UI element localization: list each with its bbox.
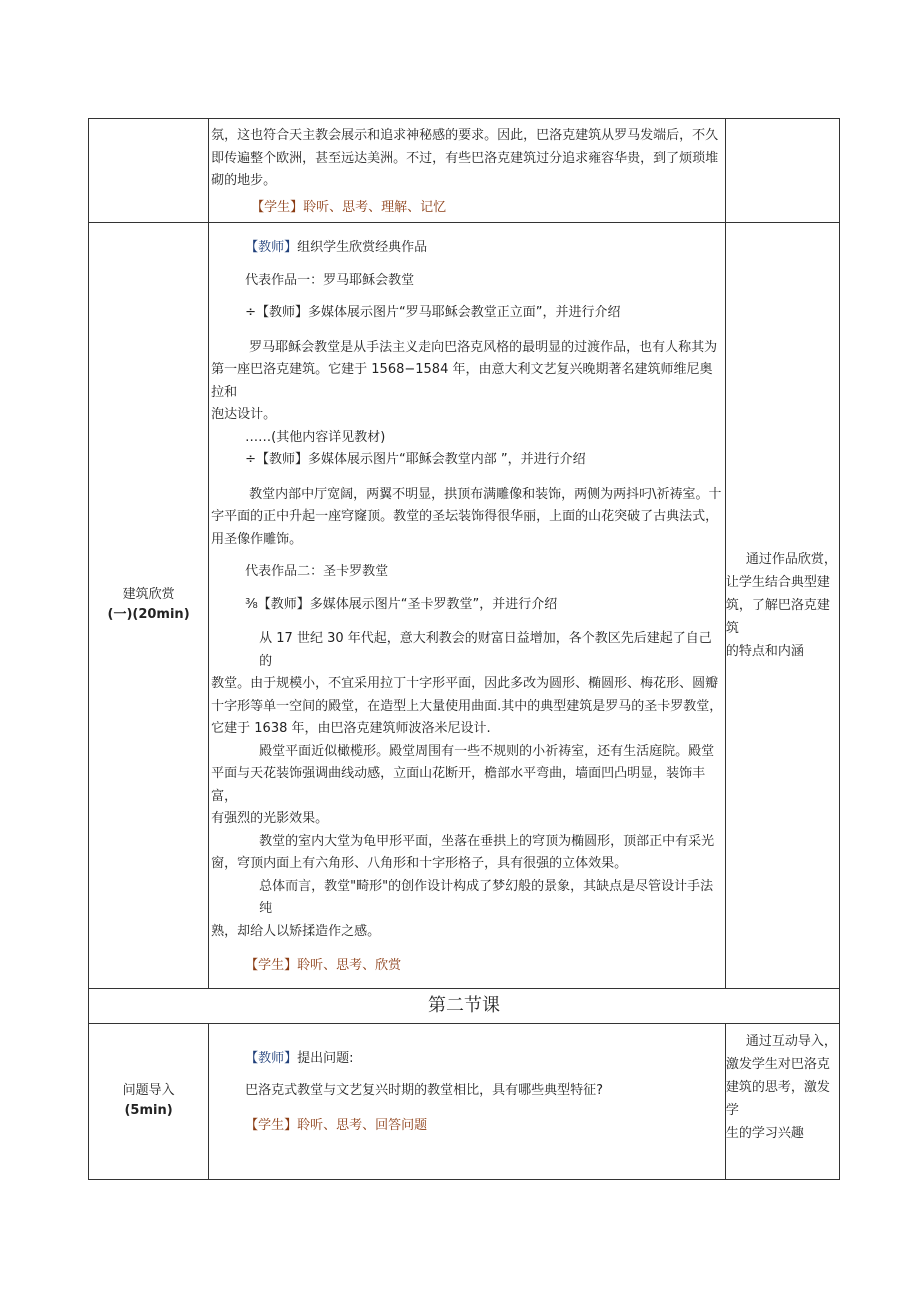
teacher-text: 组织学生欣赏经典作品: [297, 240, 428, 255]
segment-duration: (5min): [124, 1103, 173, 1118]
goal-line: 通过互动导入，: [745, 1033, 837, 1049]
teacher-tag: 【教师】: [245, 1050, 298, 1066]
segment-cell-empty: [89, 119, 209, 223]
content-line: 砌的地步。: [211, 173, 277, 188]
paragraph: [211, 741, 723, 831]
content-line: 教堂的室内大堂为龟甲形平面，坐落在垂拱上的穹顶为椭圆形，顶部正中有采光: [259, 833, 715, 849]
content-line: 即传遍整个欧洲，甚至远达美洲。不过，有些巴洛克建筑过分追求雍容华贵，到了烦琐堆: [211, 150, 719, 166]
media-bullet: ÷【教师】多媒体展示图片“罗马耶稣会教堂正立面”，并进行介绍: [245, 305, 621, 320]
content-line: 它建于 1638 年，由巴洛克建筑师波洛米尼设计.: [211, 721, 491, 736]
table-row-section-title: [89, 988, 840, 1023]
goal-line: 通过作品欣赏，: [745, 551, 837, 567]
content-line: 平面与天花装饰强调曲线动感，立面山花断开，檐部水平弯曲，墙面凹凸明显，装饰丰富，: [211, 766, 706, 804]
content-cell: [209, 223, 726, 989]
paragraph: [211, 484, 723, 552]
teacher-activity: [211, 1048, 723, 1071]
paragraph: [211, 876, 723, 944]
table-row-continuation: [89, 119, 840, 223]
content-line: 十字形等单一空间的殿堂，在造型上大量使用曲面.其中的典型建筑是罗马的圣卡罗教堂，: [211, 698, 723, 714]
segment-title: 建筑欣赏: [122, 587, 175, 603]
media-bullet: ÷【教师】多媒体展示图片“耶稣会教堂内部 ”，并进行介绍: [245, 452, 586, 467]
student-activity: 【学生】聆听、思考、欣赏: [245, 958, 402, 973]
goal-cell: [725, 223, 839, 989]
student-activity: 【学生】聆听、思考、回答问题: [245, 1117, 428, 1133]
goal-line: 激发学生对巴洛克: [725, 1056, 830, 1072]
goal-line: 的特点和内涵: [725, 643, 804, 659]
section-title: 第二节课: [89, 988, 840, 1023]
teacher-tag: 【教师】: [245, 240, 298, 255]
content-line: 氛，这也符合天主教会展示和追求神秘感的要求。因此，巴洛克建筑从罗马发端后，不久: [211, 128, 719, 143]
segment-cell: [89, 1023, 209, 1179]
student-activity: 【学生】聆听、思考、理解、记忆: [251, 199, 447, 215]
work-title: 代表作品二：圣卡罗教堂: [245, 564, 389, 579]
goal-line: 生的学习兴趣: [725, 1125, 804, 1141]
media-bullet: ⅜【教师】多媒体展示图片“圣卡罗教堂”，并进行介绍: [245, 596, 558, 612]
content-line: 熟，却给人以矫揉造作之感。: [211, 923, 381, 939]
content-line: 教堂内部中厅宽阔，两翼不明显，拱顶布满雕像和装饰，两侧为两抖叼\祈祷室。十: [249, 486, 722, 502]
paragraph: [211, 337, 723, 427]
lesson-plan-table: [88, 118, 840, 1180]
content-line: 第一座巴洛克建筑。它建于 1568−1584 年，由意大利文艺复兴晚期著名建筑师维尼奥拉和: [211, 362, 713, 400]
segment-cell: [89, 223, 209, 989]
content-line: 教堂。由于规模小，不宜采用拉丁十字形平面，因此多改为圆形、椭圆形、梅花形、圆瓣: [211, 676, 719, 691]
content-line: 泡达设计。: [211, 407, 277, 422]
content-line: 有强烈的光影效果。: [211, 811, 329, 826]
content-line: 字平面的正中升起一座穹窿顶。教堂的圣坛装饰得很华丽，上面的山花突破了古典法式，: [211, 509, 719, 524]
table-row-question-intro: [89, 1023, 840, 1179]
content-cell: [209, 119, 726, 223]
table-row-architecture-appreciation: [89, 223, 840, 989]
segment-title: 问题导入: [122, 1083, 175, 1098]
teacher-activity: [211, 237, 723, 260]
content-line: 罗马耶稣会教堂是从手法主义走向巴洛克风格的最明显的过渡作品，也有人称其为: [249, 339, 718, 355]
content-cell: [209, 1023, 726, 1179]
content-line: 从 17 世纪 30 年代起，意大利教会的财富日益增加，各个教区先后建起了自己的: [259, 631, 712, 669]
goal-cell: [725, 1023, 839, 1179]
lesson-plan-page: [88, 118, 840, 1180]
question-text: 巴洛克式教堂与文艺复兴时期的教堂相比，具有哪些典型特征?: [245, 1083, 604, 1098]
content-line: 殿堂平面近似橄榄形。殿堂周围有一些不规则的小祈祷室，还有生活庭院。殿堂: [259, 743, 715, 759]
goal-cell-empty: [725, 119, 839, 223]
segment-duration: (一)(20min): [107, 607, 190, 623]
content-line: 总体而言，教堂"畸形"的创作设计构成了梦幻般的景象，其缺点是尽管设计手法纯: [259, 878, 714, 916]
content-line: 用圣像作雕饰。: [211, 531, 303, 547]
goal-line: 让学生结合典型建: [725, 574, 830, 590]
etc-note: ……(其他内容详见教材): [245, 429, 386, 445]
goal-line: 建筑的思考，激发学: [725, 1079, 830, 1118]
work-title: 代表作品一：罗马耶稣会教堂: [245, 272, 415, 288]
goal-line: 筑，了解巴洛克建筑: [725, 597, 830, 636]
paragraph: [211, 831, 723, 876]
teacher-text: 提出问题:: [297, 1050, 354, 1066]
content-line: 窗，穹顶内面上有六角形、八角形和十字形格子，具有很强的立体效果。: [211, 856, 628, 871]
paragraph: [211, 628, 723, 741]
